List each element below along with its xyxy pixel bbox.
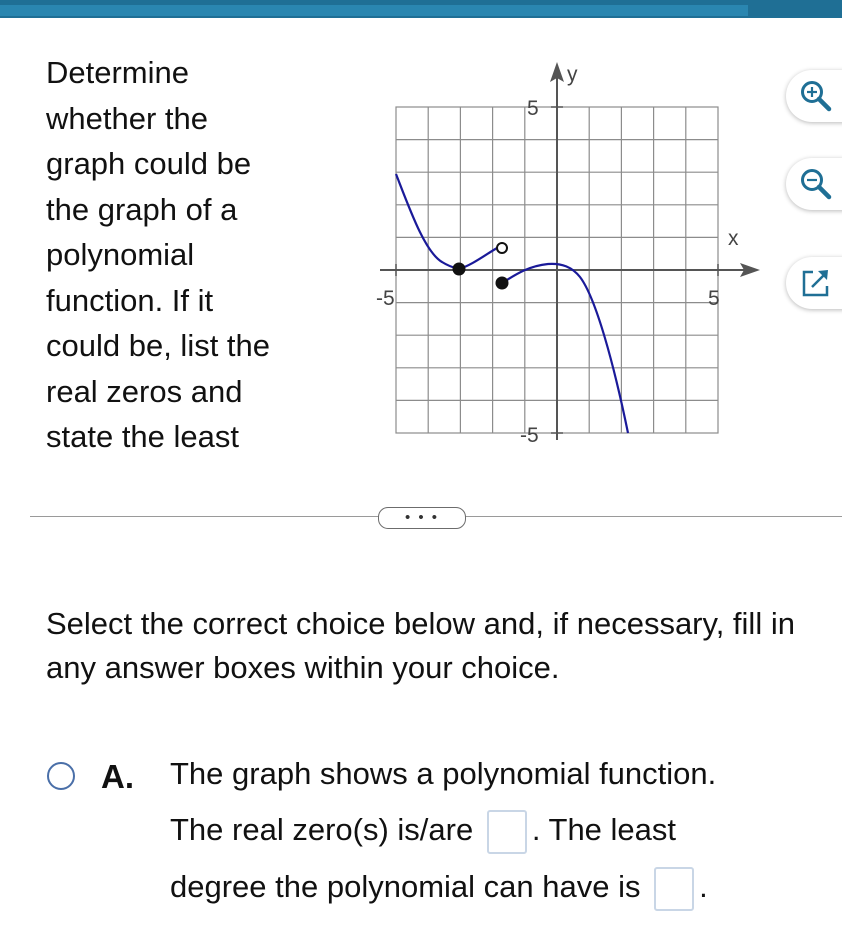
closed-point-1 <box>453 263 466 276</box>
open-point <box>497 243 507 253</box>
tick-label-y-neg: -5 <box>520 424 539 447</box>
tick-label-x-pos: 5 <box>708 287 720 310</box>
curve-left-segment <box>396 174 459 269</box>
popout-button[interactable] <box>786 257 842 309</box>
popout-icon <box>800 267 832 299</box>
curve-right-segment <box>502 264 628 433</box>
top-bar <box>0 0 842 18</box>
curve-middle-segment <box>459 248 497 269</box>
choice-a-line3-suffix: . <box>699 869 708 905</box>
question-text: Determine whether the graph could be the graph of a polynomial function. If it could be, list the real zeros and state the least <box>46 55 271 454</box>
choice-a-line2-text: The real zero(s) is/are <box>170 812 474 848</box>
choice-a-line1: The graph shows a polynomial function. <box>170 756 717 791</box>
x-axis-label: x <box>728 227 739 250</box>
real-zeros-input[interactable] <box>487 810 527 854</box>
choice-a-line2-suffix: . The least <box>531 812 677 848</box>
tick-label-y-pos: 5 <box>527 97 539 120</box>
tick-label-x-neg: -5 <box>376 287 395 310</box>
y-axis-label: y <box>567 63 578 86</box>
choice-a-line2 <box>170 810 676 854</box>
choice-a-letter: A. <box>101 758 134 795</box>
instruction-text: Select the correct choice below and, if necessary, fill in any answer boxes within your choice. <box>46 606 795 685</box>
zoom-out-button[interactable] <box>786 158 842 210</box>
choice-a-radio[interactable] <box>47 762 75 790</box>
choice-a-line3 <box>170 867 708 911</box>
more-button[interactable]: • • • <box>378 507 466 529</box>
zoom-in-icon <box>799 79 833 113</box>
function-graph[interactable] <box>360 55 770 450</box>
zoom-in-button[interactable] <box>786 70 842 122</box>
closed-point-2 <box>496 277 509 290</box>
choice-a-line3-text: degree the polynomial can have is <box>170 869 641 905</box>
least-degree-input[interactable] <box>654 867 694 911</box>
zoom-out-icon <box>799 167 833 201</box>
progress-bar <box>0 5 748 16</box>
axes <box>380 62 760 440</box>
